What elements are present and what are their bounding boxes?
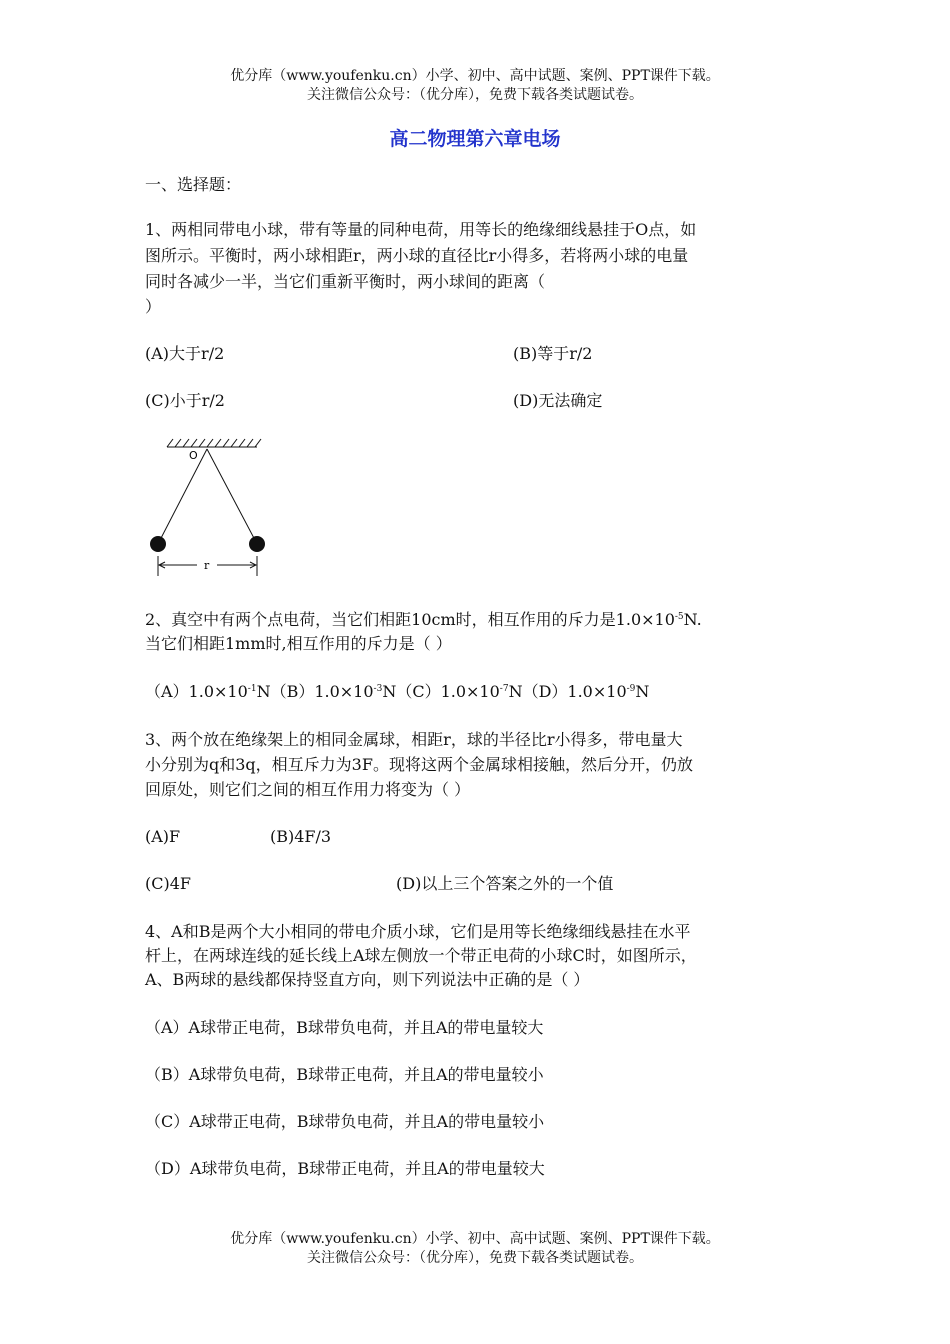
left-string bbox=[159, 449, 207, 542]
right-string bbox=[207, 449, 256, 542]
header-line-2: 关注微信公众号：（优分库），免费下载各类试题试卷。 bbox=[307, 87, 643, 103]
q3-line-1: 3、两个放在绝缘架上的相同金属球，相距r，球的半径比r小得多，带电量大 bbox=[145, 730, 683, 749]
q4-option-b: （B）A球带负电荷，B球带正电荷，并且A的带电量较小 bbox=[145, 1065, 544, 1084]
q3-option-a: (A)F bbox=[145, 827, 181, 846]
q4-line-2: 杆上，在两球连线的延长线上A球左侧放一个带正电荷的小球C时，如图所示， bbox=[145, 946, 697, 965]
q1-option-c: (C)小于r/2 bbox=[145, 391, 225, 410]
left-ball bbox=[150, 536, 166, 552]
q3-option-d: (D)以上三个答案之外的一个值 bbox=[396, 874, 614, 893]
page-footer bbox=[0, 1230, 950, 1268]
pivot-label: O bbox=[189, 449, 198, 462]
q1-line-2: 图所示。平衡时，两小球相距r，两小球的直径比r小得多，若将两小球的电量 bbox=[145, 246, 689, 265]
q4-option-c: （C）A球带正电荷，B球带负电荷，并且A的带电量较小 bbox=[145, 1112, 545, 1131]
q3-option-b: (B)4F/3 bbox=[270, 827, 332, 846]
q2-exponent: -5 bbox=[674, 612, 684, 622]
q1-option-d: (D)无法确定 bbox=[513, 391, 603, 410]
q2-option-b: $(B)1.0\times 10^{-3}N$ bbox=[270, 682, 397, 701]
right-ball bbox=[249, 536, 265, 552]
q1-option-a: (A)大于r/2 bbox=[145, 344, 225, 363]
q4-option-d: （D）A球带负电荷，B球带正电荷，并且A的带电量较大 bbox=[145, 1159, 545, 1178]
q3-option-c: (C)4F bbox=[145, 874, 192, 893]
page-header bbox=[0, 67, 950, 105]
section-heading: 一、选择题： bbox=[145, 175, 242, 194]
pendulum-figure bbox=[145, 432, 275, 580]
q3-line-2: 小分别为q和3q，相互斥力为3F。现将这两个金属球相接触，然后分开，仍放 bbox=[145, 755, 693, 774]
q4-option-a: （A）A球带正电荷，B球带负电荷，并且A的带电量较大 bbox=[145, 1018, 544, 1037]
header-line-1: 优分库（www.youfenku.cn）小学、初中、高中试题、案例、PPT课件下载。 bbox=[230, 68, 720, 84]
q1-line-1: 1、两相同带电小球，带有等量的同种电荷，用等长的绝缘细线悬挂于O点，如 bbox=[145, 220, 697, 239]
q2-line-1: 2、真空中有两个点电荷，当它们相距10cm时，相互作用的斥力是$1.0\times 10^{-5}N$. bbox=[145, 610, 702, 629]
q2-line-2: 当它们相距1mm时,相互作用的斥力是（ ） bbox=[145, 634, 452, 653]
q2-option-c: $(C)1.0\times 10^{-7}N$ bbox=[396, 682, 523, 701]
footer-line-2: 关注微信公众号：（优分库），免费下载各类试题试卷。 bbox=[307, 1250, 643, 1266]
footer-line-1: 优分库（www.youfenku.cn）小学、初中、高中试题、案例、PPT课件下载。 bbox=[230, 1231, 720, 1247]
q1-line-3: 同时各减少一半，当它们重新平衡时，两小球间的距离（ bbox=[145, 272, 546, 291]
q1-line-4: ） bbox=[145, 297, 162, 316]
page-title: 高二物理第六章电场 bbox=[389, 128, 561, 150]
q2-options bbox=[145, 682, 649, 702]
q3-line-3: 回原处，则它们之间的相互作用力将变为（ ） bbox=[145, 780, 471, 799]
q2-option-a: $(A)1.0\times 10^{-1}N$ bbox=[145, 682, 271, 701]
q4-line-3: A、B两球的悬线都保持竖直方向，则下列说法中正确的是（ ） bbox=[145, 970, 590, 989]
q4-line-1: 4、A和B是两个大小相同的带电介质小球，它们是用等长绝缘细线悬挂在水平 bbox=[145, 922, 691, 941]
ceiling-hatching bbox=[167, 439, 261, 447]
q1-option-b: (B)等于r/2 bbox=[513, 344, 593, 363]
q2-option-d: $(D)1.0\times 10^{-9}N$ bbox=[522, 682, 650, 701]
distance-label: r bbox=[204, 559, 210, 572]
